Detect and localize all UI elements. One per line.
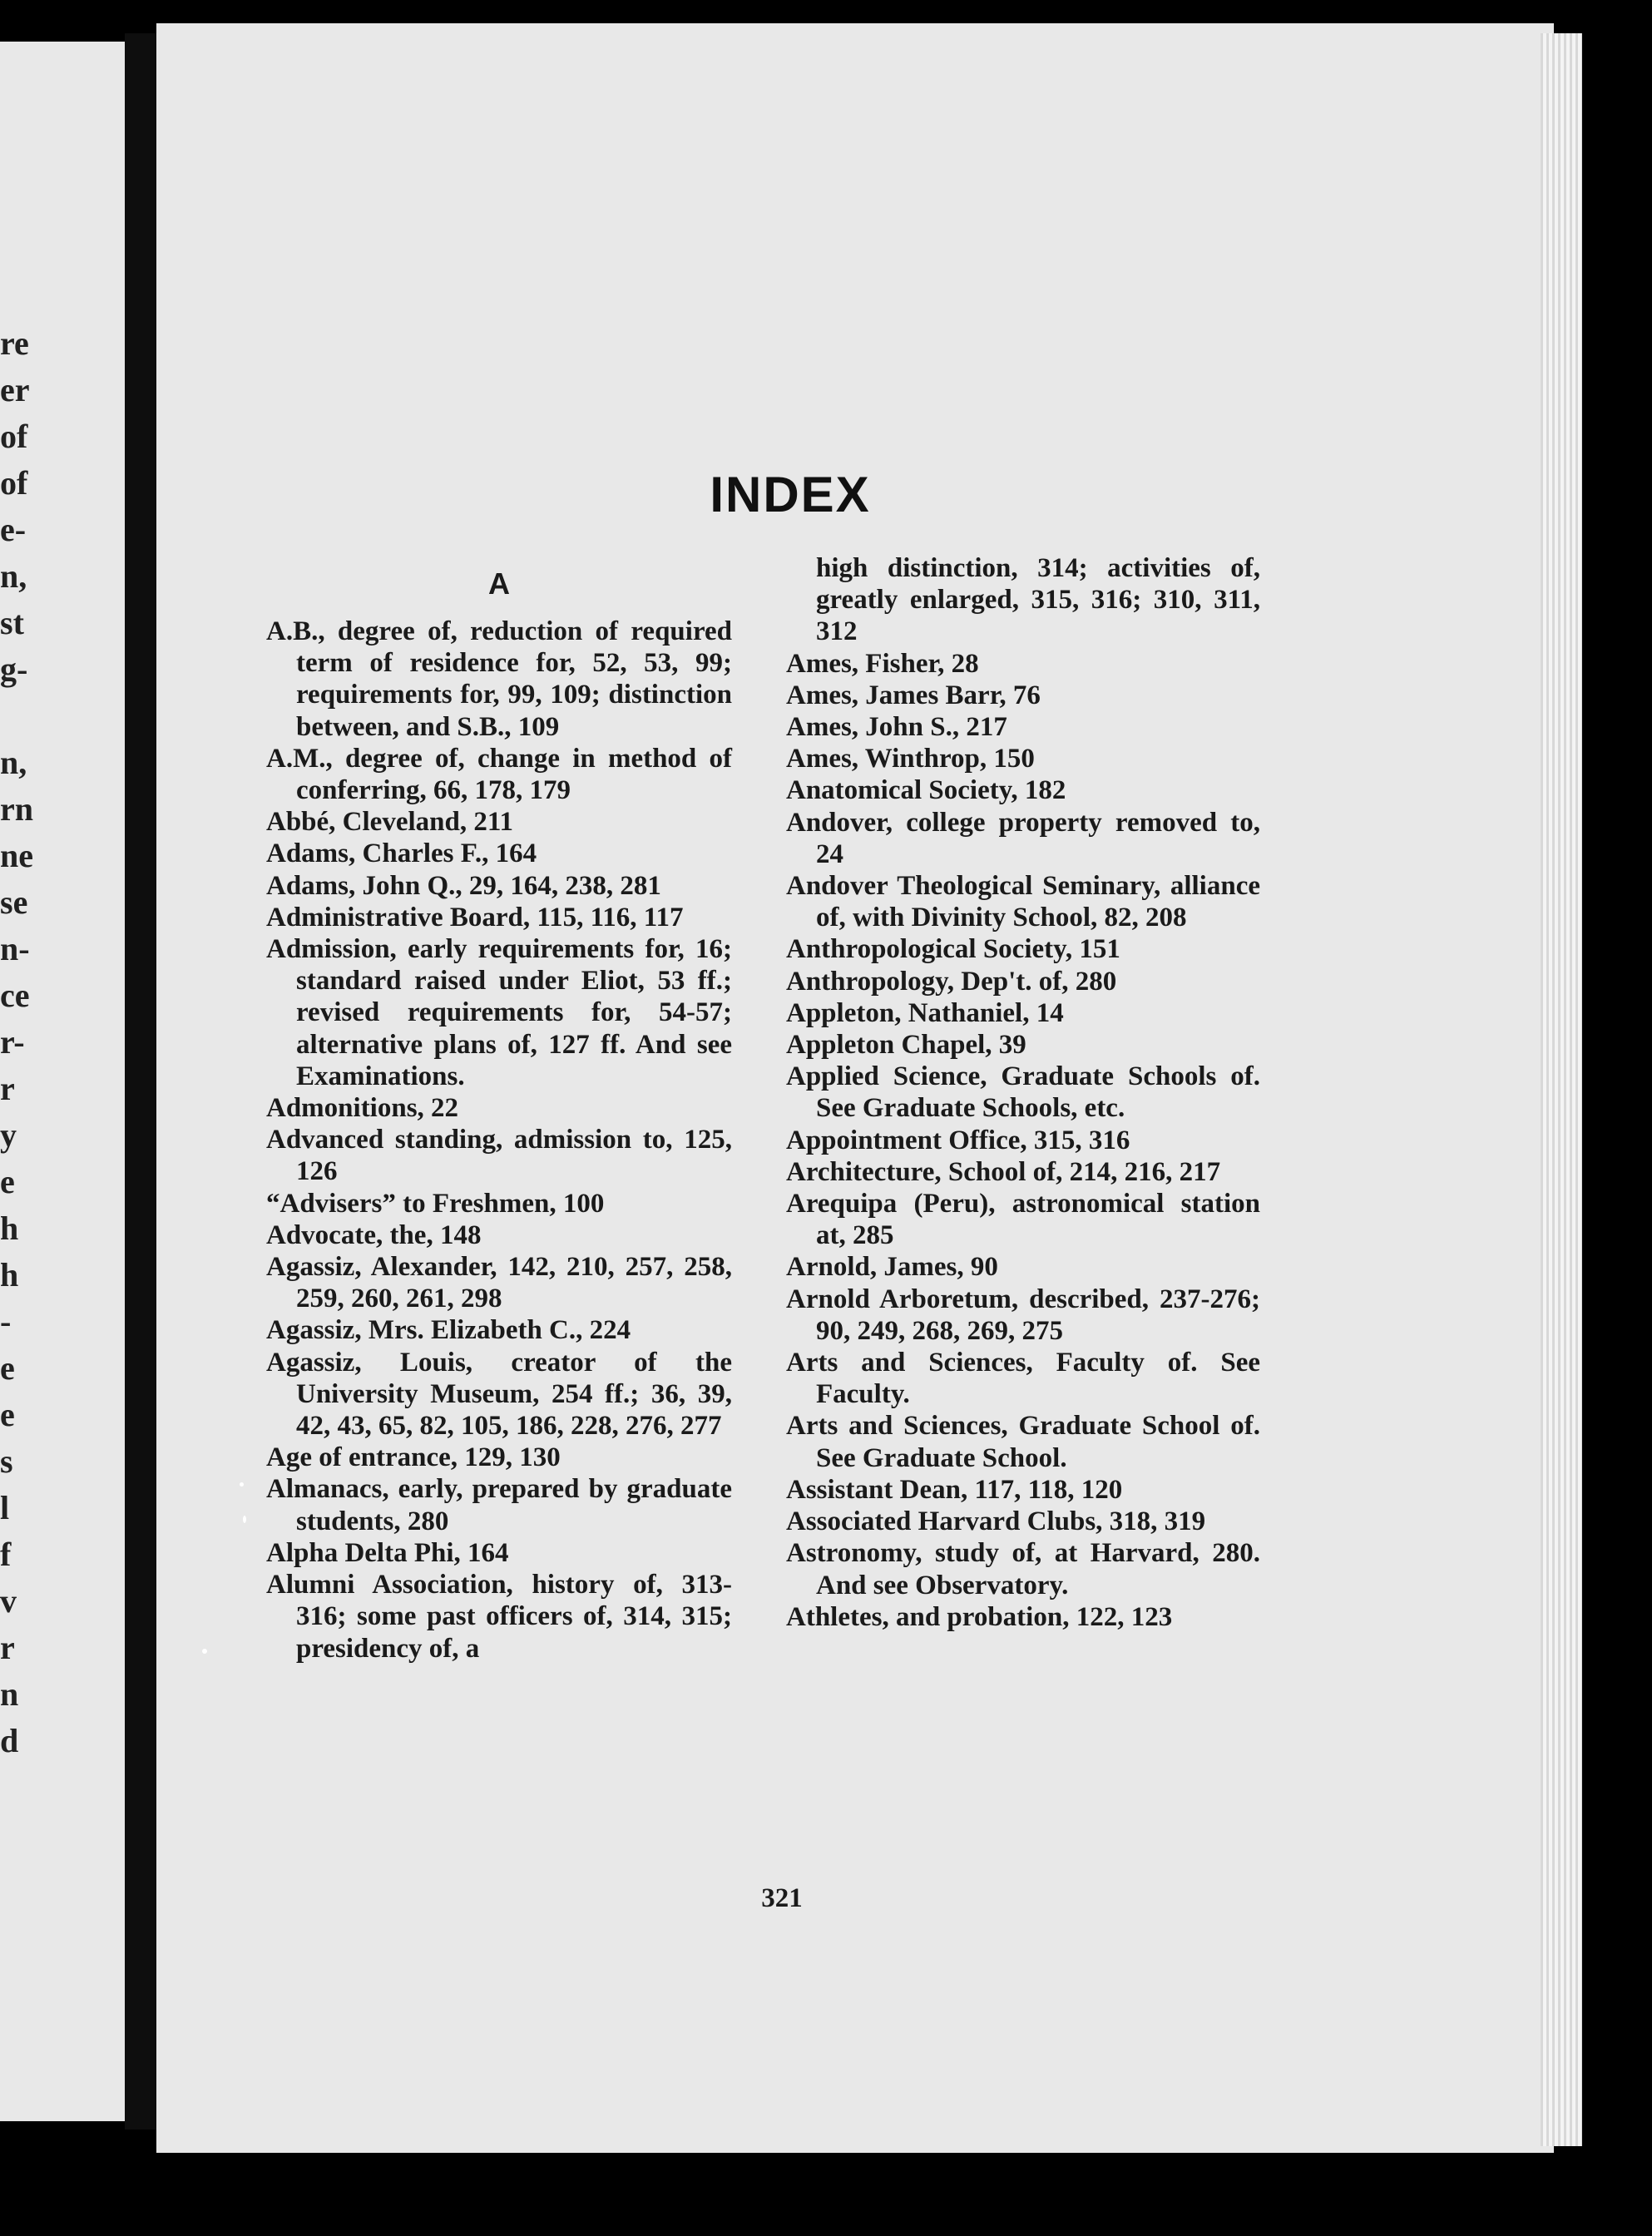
index-entry: Appleton, Nathaniel, 14 [786,997,1064,1028]
index-entry: Ames, John S., 217 [786,712,1007,743]
index-entry: Anthropology, Dep't. of, 280 [786,966,1117,997]
page-stack-edge [1541,33,1582,2146]
facing-page-fragment: l [0,1489,10,1526]
facing-page-fragment: f [0,1536,12,1573]
facing-page-fragment: d [0,1722,19,1759]
index-entry: Alumni Association, history of, 313-316; some past officers of, 314, 315; presidency of, a [266,1570,732,1664]
facing-page-fragment: n, [0,557,27,595]
index-column-right [786,552,1260,1633]
index-entry: Anthropological Society, 151 [786,934,1120,965]
index-entry: Agassiz, Mrs. Elizabeth C., 224 [266,1315,631,1346]
index-entry: Abbé, Cleveland, 211 [266,807,514,838]
facing-page-fragment: h [0,1210,19,1247]
book-gutter [125,33,156,2130]
facing-page-fragments [0,320,125,1764]
facing-page-fragment: rn [0,790,33,828]
facing-page-fragment: s [0,1442,13,1480]
scan-speck [240,1482,244,1487]
index-entries-right [786,648,1260,1633]
index-entry: Arts and Sciences, Graduate School of. See Graduate School. [786,1411,1260,1473]
facing-page-fragment: e- [0,511,27,548]
index-entry-continuation: high distinction, 314; activities of, greatly enlarged, 315, 316; 310, 311, 312 [816,553,1260,647]
scan-speck [243,1516,246,1523]
facing-page-fragment: n, [0,744,27,781]
index-entry: Admission, early requirements for, 16; standard raised under Eliot, 53 ff.; revised requirements for, 54-57; alternative plans of, 127 ff. And see Examinations. [266,934,732,1091]
index-entry: Adams, John Q., 29, 164, 238, 281 [266,870,661,901]
index-column-left [266,552,732,1665]
index-entry: Admonitions, 22 [266,1093,459,1124]
index-entry: Agassiz, Alexander, 142, 210, 257, 258, 259, 260, 261, 298 [266,1252,732,1314]
index-entry: Architecture, School of, 214, 216, 217 [786,1156,1221,1187]
index-entry: Andover Theological Seminary, alliance of, with Divinity School, 82, 208 [786,871,1260,933]
index-entry: Advocate, the, 148 [266,1219,482,1250]
index-entry: “Advisers” to Freshmen, 100 [266,1188,605,1219]
facing-page-fragment: r- [0,1023,25,1061]
index-entry: Ames, James Barr, 76 [786,680,1041,710]
index-entry: Astronomy, study of, at Harvard, 280. And see Observatory. [786,1538,1260,1600]
page-number: 321 [761,1883,803,1913]
facing-page-fragment: - [0,1303,12,1340]
index-entry: Ames, Fisher, 28 [786,648,979,679]
index-entry: Arequipa (Peru), astronomical station at, 285 [786,1189,1260,1251]
index-entry: Adams, Charles F., 164 [266,838,537,869]
scan-speck [202,1649,207,1654]
index-entry: Age of entrance, 129, 130 [266,1442,561,1473]
index-entry: Andover, college property removed to, 24 [786,807,1260,869]
facing-page-edge [0,42,125,2121]
index-entry: Appleton Chapel, 39 [786,1030,1026,1061]
index-entry: Assistant Dean, 117, 118, 120 [786,1474,1123,1505]
index-entry: Almanacs, early, prepared by graduate students, 280 [266,1474,732,1536]
index-entry: Appointment Office, 315, 316 [786,1125,1130,1155]
index-entry: Administrative Board, 115, 116, 117 [266,902,684,932]
index-entry: Associated Harvard Clubs, 318, 319 [786,1506,1206,1537]
facing-page-fragment: n [0,1675,19,1713]
facing-page-fragment: se [0,883,28,921]
facing-page-fragment: n- [0,930,30,967]
facing-page-fragment [0,693,125,740]
index-entry: Anatomical Society, 182 [786,775,1066,806]
facing-page-fragment: of [0,464,28,502]
facing-page-fragment: y [0,1116,17,1154]
facing-page-fragment: r [0,1070,15,1107]
facing-page-fragment: of [0,418,28,455]
index-entry: Alpha Delta Phi, 164 [266,1537,509,1568]
index-entry: Advanced standing, admission to, 125, 126 [266,1125,732,1187]
facing-page-fragment: g- [0,651,28,688]
index-entries-left [266,616,732,1665]
facing-page-fragment: er [0,371,30,408]
index-entry: Arnold, James, 90 [786,1252,998,1283]
facing-page-fragment: e [0,1349,15,1387]
index-entry: A.M., degree of, change in method of conferring, 66, 178, 179 [266,743,732,806]
index-entry: Ames, Winthrop, 150 [786,744,1035,774]
facing-page-fragment: ce [0,977,30,1014]
index-entry: Arts and Sciences, Faculty of. See Faculty. [786,1348,1260,1410]
section-letter: A [488,566,510,601]
index-entry: Athletes, and probation, 122, 123 [786,1601,1173,1632]
facing-page-fragment: r [0,1629,15,1666]
facing-page-fragment: e [0,1163,15,1200]
facing-page-fragment: re [0,324,29,362]
index-entry: Arnold Arboretum, described, 237-276; 90, 249, 268, 269, 275 [786,1284,1260,1346]
facing-page-fragment: ne [0,837,33,874]
page-title: INDEX [710,467,871,522]
index-entry: A.B., degree of, reduction of required term of residence for, 52, 53, 99; requirements for, 99, 109; distinction between, and S.B., 109 [266,616,732,742]
facing-page-fragment: v [0,1582,17,1620]
index-entry: Agassiz, Louis, creator of the University Museum, 254 ff.; 36, 39, 42, 43, 65, 82, 105, 186, 228, 276, 277 [266,1347,732,1442]
index-entry: Applied Science, Graduate Schools of. See Graduate Schools, etc. [786,1061,1260,1124]
facing-page-fragment: e [0,1396,15,1433]
facing-page-fragment: st [0,604,24,641]
facing-page-fragment: h [0,1256,19,1294]
